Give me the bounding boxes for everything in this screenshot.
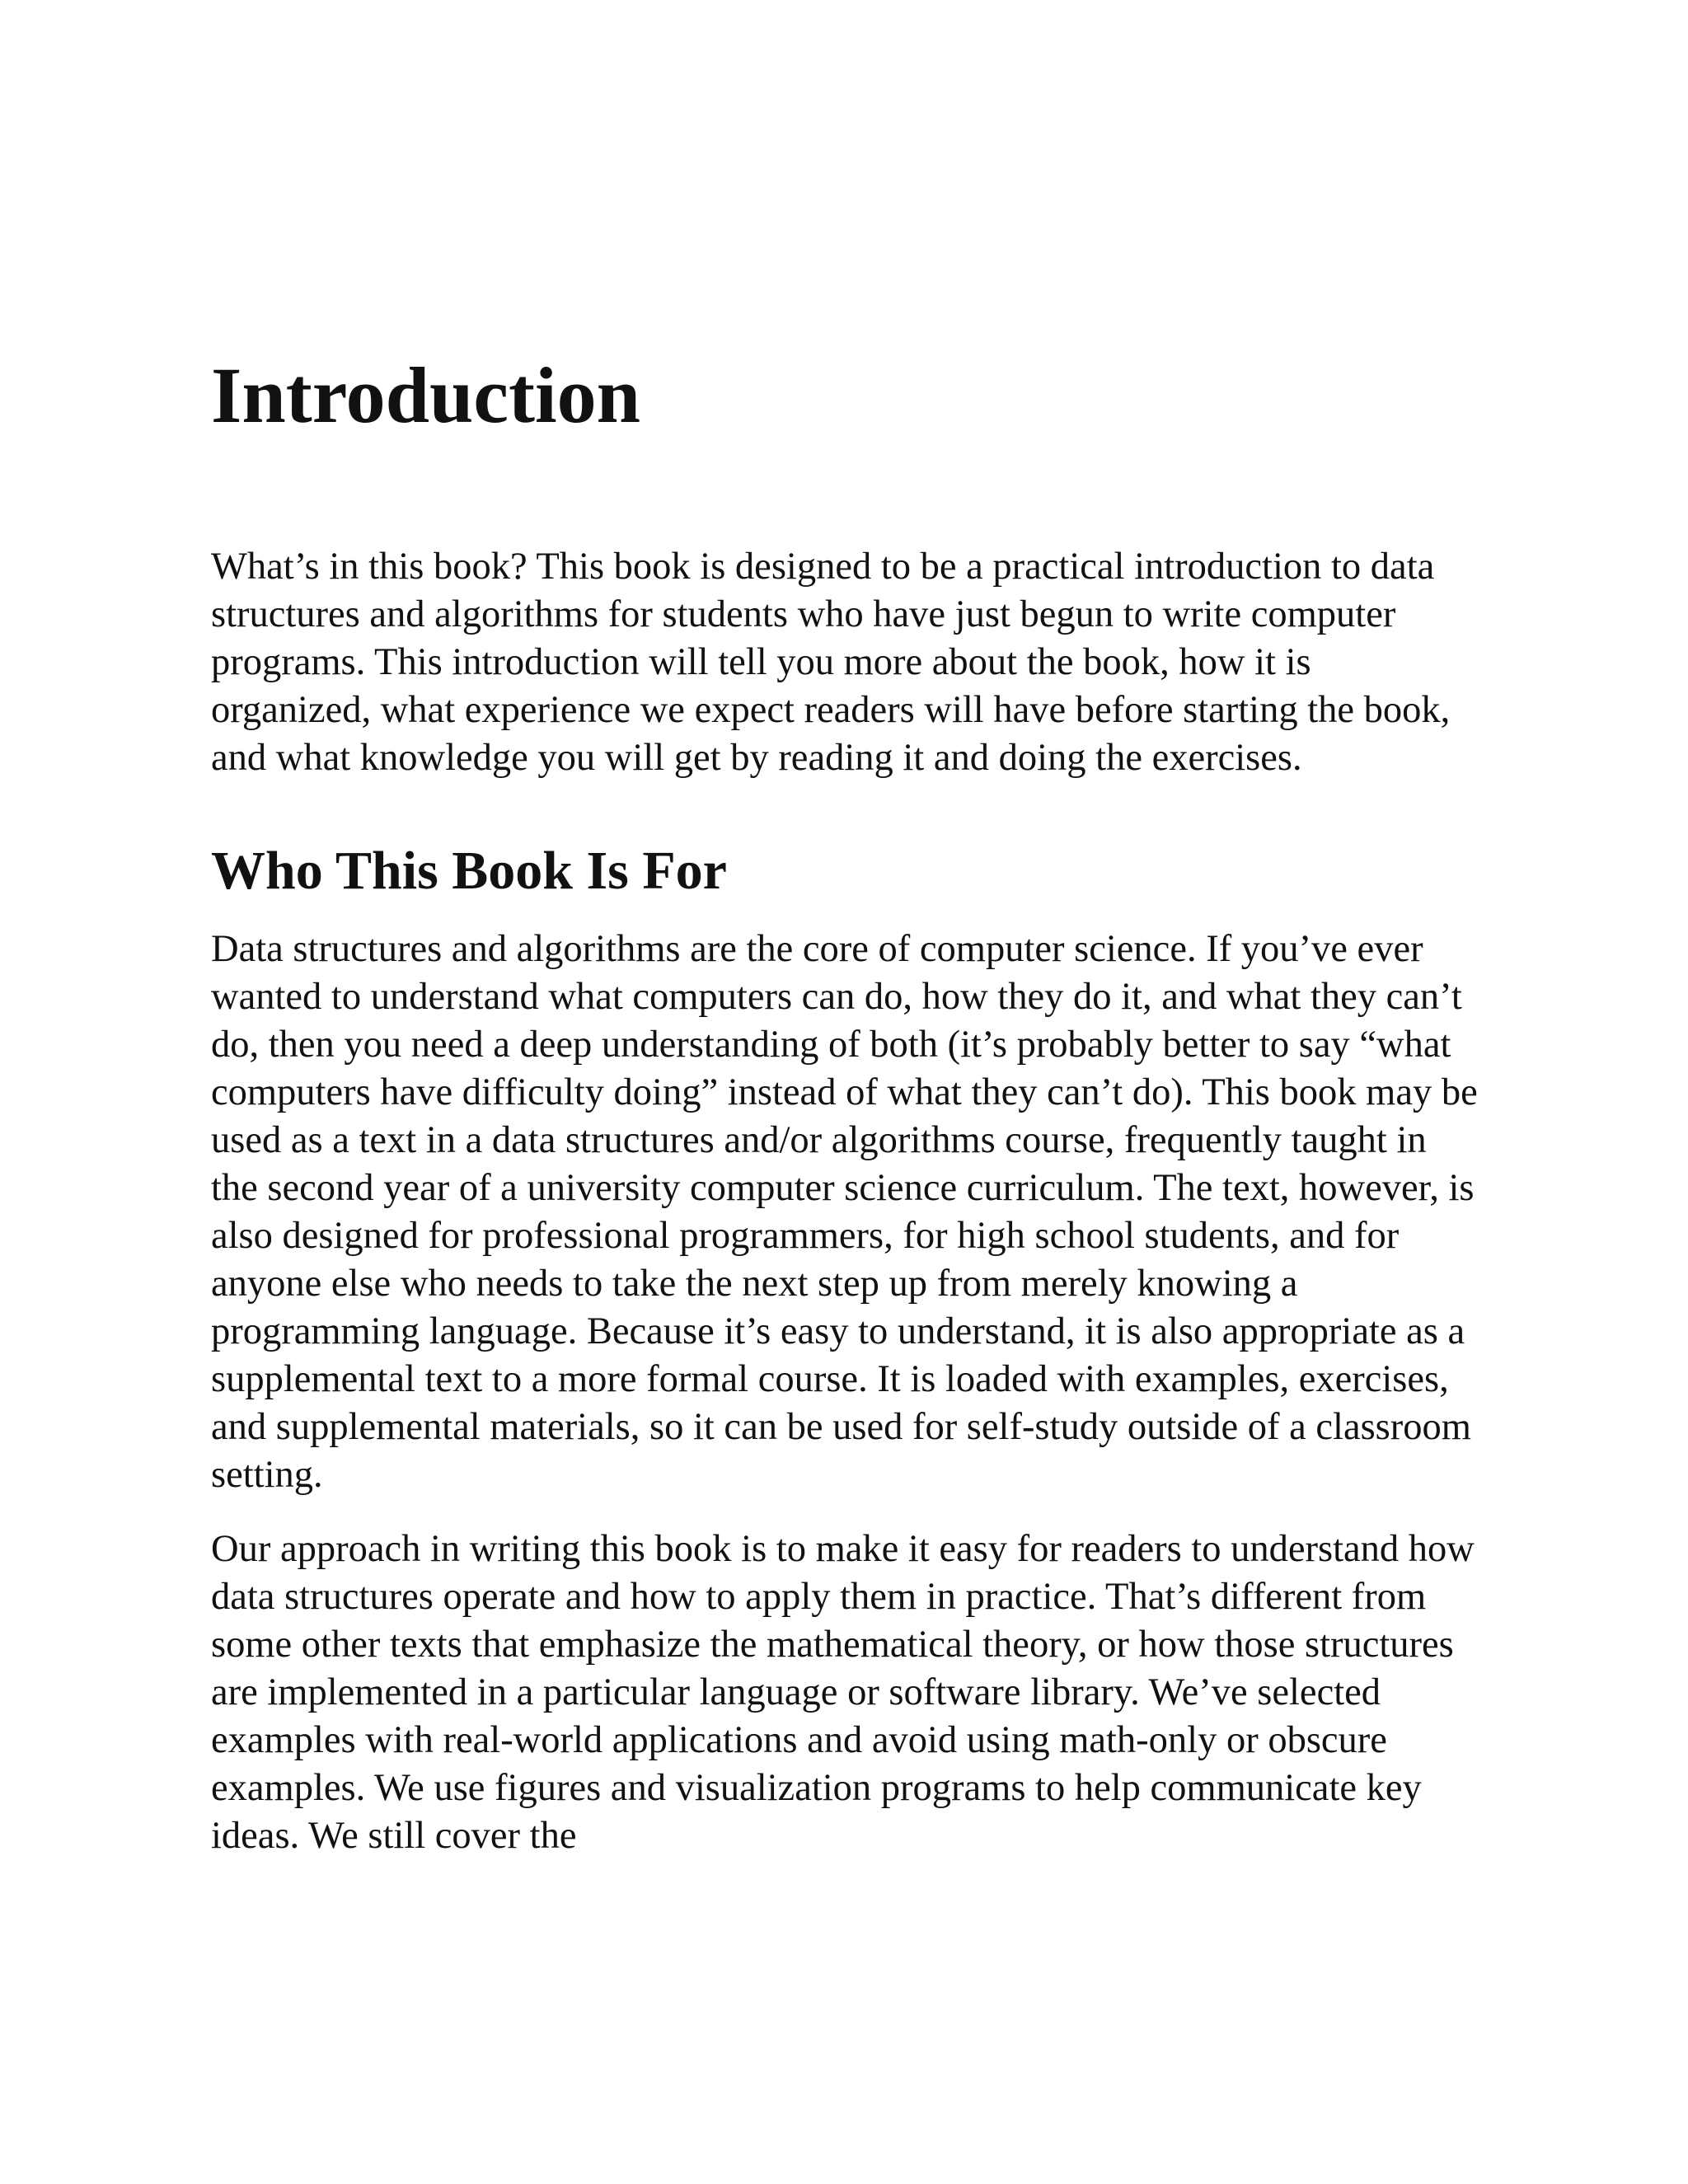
page-content: [211, 351, 1480, 1860]
page-title: Introduction: [211, 351, 641, 439]
section-heading: Who This Book Is For: [211, 840, 727, 901]
section-paragraph-1: Data structures and algorithms are the core of computer science. If you’ve ever wanted to understand what computers can do, how they do it, and what they can’t do, then you need a deep understanding of both (it’s probably better to say “what computers have difficulty doing” instead of what they can’t do). This book may be used as a text in a data structures and/or algorithms course, frequently taught in the second year of a university computer science curriculum. The text, however, is also designed for professional programmers, for high school students, and for anyone else who needs to take the next step up from merely knowing a programming language. Because it’s easy to understand, it is also appropriate as a supplemental text to a more formal course. It is loaded with examples, exercises, and supplemental materials, so it can be used for self-study outside of a classroom setting.: [211, 928, 1478, 1497]
section-paragraph-2: Our approach in writing this book is to make it easy for readers to understand how data structures operate and how to apply them in practice. That’s different from some other texts that emphasize the mathematical theory, or how those structures are implemented in a particular language or software library. We’ve selected examples with real-world applications and avoid using math-only or obscure examples. We use figures and visualization programs to help communicate key ideas. We still cover the: [211, 1528, 1475, 1858]
intro-paragraph: What’s in this book? This book is designed to be a practical introduction to data structures and algorithms for students who have just begun to write computer programs. This introduction will tell you more about the book, how it is organized, what experience we expect readers will have before starting the book, and what knowledge you will get by reading it and doing the exercises.: [211, 545, 1451, 779]
